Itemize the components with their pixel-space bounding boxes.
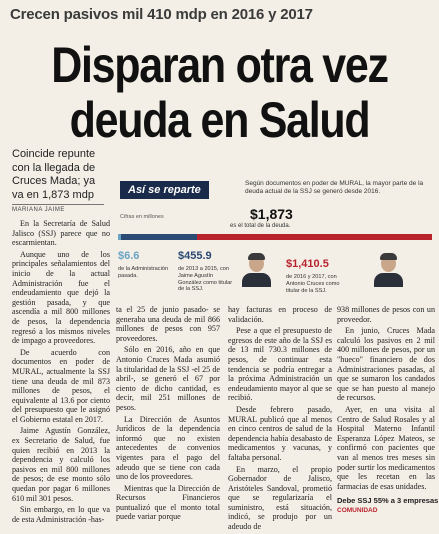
sidebar-title: Debe SSJ 55% a 3 empresas: [337, 496, 439, 505]
paragraph: Ayer, en una visita al Centro de Salud Rosales y al Hospital Materno Infantil Esperanza López Mateos, se confirmó con pacientes que van al menos tres meses sin poder surtir los medicamentos que les recetan en las farmacias de esas unidades.: [337, 404, 435, 491]
debt-graphic: [110, 178, 439, 298]
paragraph: En junio, Cruces Mada calculó los pasivos en 2 mil 400 millones de pesos, por un "hueco" financiero de dos Administraciones pasadas, al que se sumaron los candados que se han puesto al manejo de recursos.: [337, 326, 435, 403]
graphic-intro: Según documentos en poder de MURAL, la mayor parte de la deuda actual de la SSJ se generó desde 2016.: [245, 180, 424, 195]
deck: Coincide repunte con la llegada de Cruces Mada; ya va en 1,873 mdp: [12, 148, 96, 201]
paragraph: Jaime Agustín González, ex Secretario de Salud, fue quien recibió en 2013 la dependencia y calculó los pasivos en mil 800 millones de pesos; de ese monto sólo quedan por pagar 6 millones 610 mil 301 pesos.: [12, 426, 110, 503]
graphic-total: $1,873: [250, 206, 293, 222]
paragraph: 938 millones de pesos con un proveedor.: [337, 305, 435, 324]
sidebar-section: COMUNIDAD: [337, 507, 378, 514]
paragraph: De acuerdo con documentos en poder de MURAL, actualmente la SSJ tiene una deuda de mil 873 millones de pesos, el equivalente al 13.6 por ciento del presupuesto que le asignó el Gobierno estatal en 2017.: [12, 347, 110, 424]
paragraph: Pese a que el presupuesto de egresos de este año de la SSJ es de 13 mil 730.3 millones de pesos, de continuar esta tendencia se podría entregar a la próxima Administración un endeudamiento mayor al que se recibió.: [228, 326, 332, 403]
graphic-tag: Así se reparte: [120, 181, 209, 199]
column-1: [12, 219, 110, 526]
paragraph: La Dirección de Asuntos Jurídicos de la dependencia informó que no existen antecedentes de convenios vigentes para el pago del adeudo que se tiene con cada uno de los proveedores.: [116, 414, 220, 482]
column-2: [116, 305, 220, 524]
paragraph: Sólo en 2016, año en que Antonio Cruces Mada asumió la titularidad de la SSJ -el 25 de abril-, se generó el 67 por ciento de dicho cantidad, es decir, mil 251 millones de pesos.: [116, 345, 220, 412]
kicker: Crecen pasivos mil 410 mdp en 2016 y 2017: [10, 6, 313, 23]
paragraph: Sin embargo, en lo que va de esta Administración -has-: [12, 505, 110, 524]
photo-cruces: [372, 250, 405, 287]
deck-rule: [12, 204, 104, 205]
column-3: [228, 305, 332, 534]
paragraph: En la Secretaría de Salud Jalisco (SSJ) parece que no escarmientan.: [12, 219, 110, 248]
byline: MARIANA JAIME: [12, 207, 65, 213]
debt-segment-2016-2017: [197, 234, 432, 240]
paragraph: Aunque uno de los principales señalamientos del inicio de la actual Administración fue el endeudamiento que dejó la gestión pasada, y que ascendía a mil 800 millones de pesos, la dependencia regresó a los mismos niveles de impago a proveedores.: [12, 249, 110, 346]
photo-gonzalez: [240, 250, 273, 287]
segment-caption-2013-2015: de 2013 a 2015, con Jaime Agustín González como titular de la SSJ.: [178, 266, 233, 293]
graphic-total-caption: es el total de la deuda.: [230, 223, 291, 229]
segment-caption-past: de la Administración pasada.: [118, 266, 169, 279]
segment-value-2013-2015: $455.9: [178, 250, 212, 262]
graphic-units: Cifras en millones: [120, 214, 164, 220]
headline-line-1: Disparan otra vez: [51, 37, 388, 93]
paragraph: En marzo, el propio Gobernador de Jalisco, Aristóteles Sandoval, prometió que se regularizaría el suministro, está situación, indicó, se produjo por un adeudo de: [228, 464, 332, 532]
paragraph: hay facturas en proceso de validación.: [228, 305, 332, 324]
paragraph: Desde febrero pasado, MURAL publicó que al menos en cinco centros de salud de la dependencia había desabasto de medicamentos y vacunas, y faltaba personal.: [228, 404, 332, 462]
debt-segment-2013-2015: [121, 234, 197, 240]
segment-value-past: $6.6: [118, 250, 140, 262]
headline-line-2: deuda en Salud: [69, 92, 370, 148]
segment-caption-2016-2017: de 2016 y 2017, con Antonio Cruces como titular de la SSJ.: [286, 274, 340, 294]
paragraph: ta el 25 de junio pasado- se generaba una deuda de mil 866 millones de pesos con 957 proveedores.: [116, 305, 220, 343]
paragraph: Mientras que la Dirección de Recursos Financieros puntualizó que el monto total puede variar porque: [116, 483, 220, 522]
column-4: [337, 305, 435, 493]
segment-value-2016-2017: $1,410.5: [286, 258, 329, 270]
